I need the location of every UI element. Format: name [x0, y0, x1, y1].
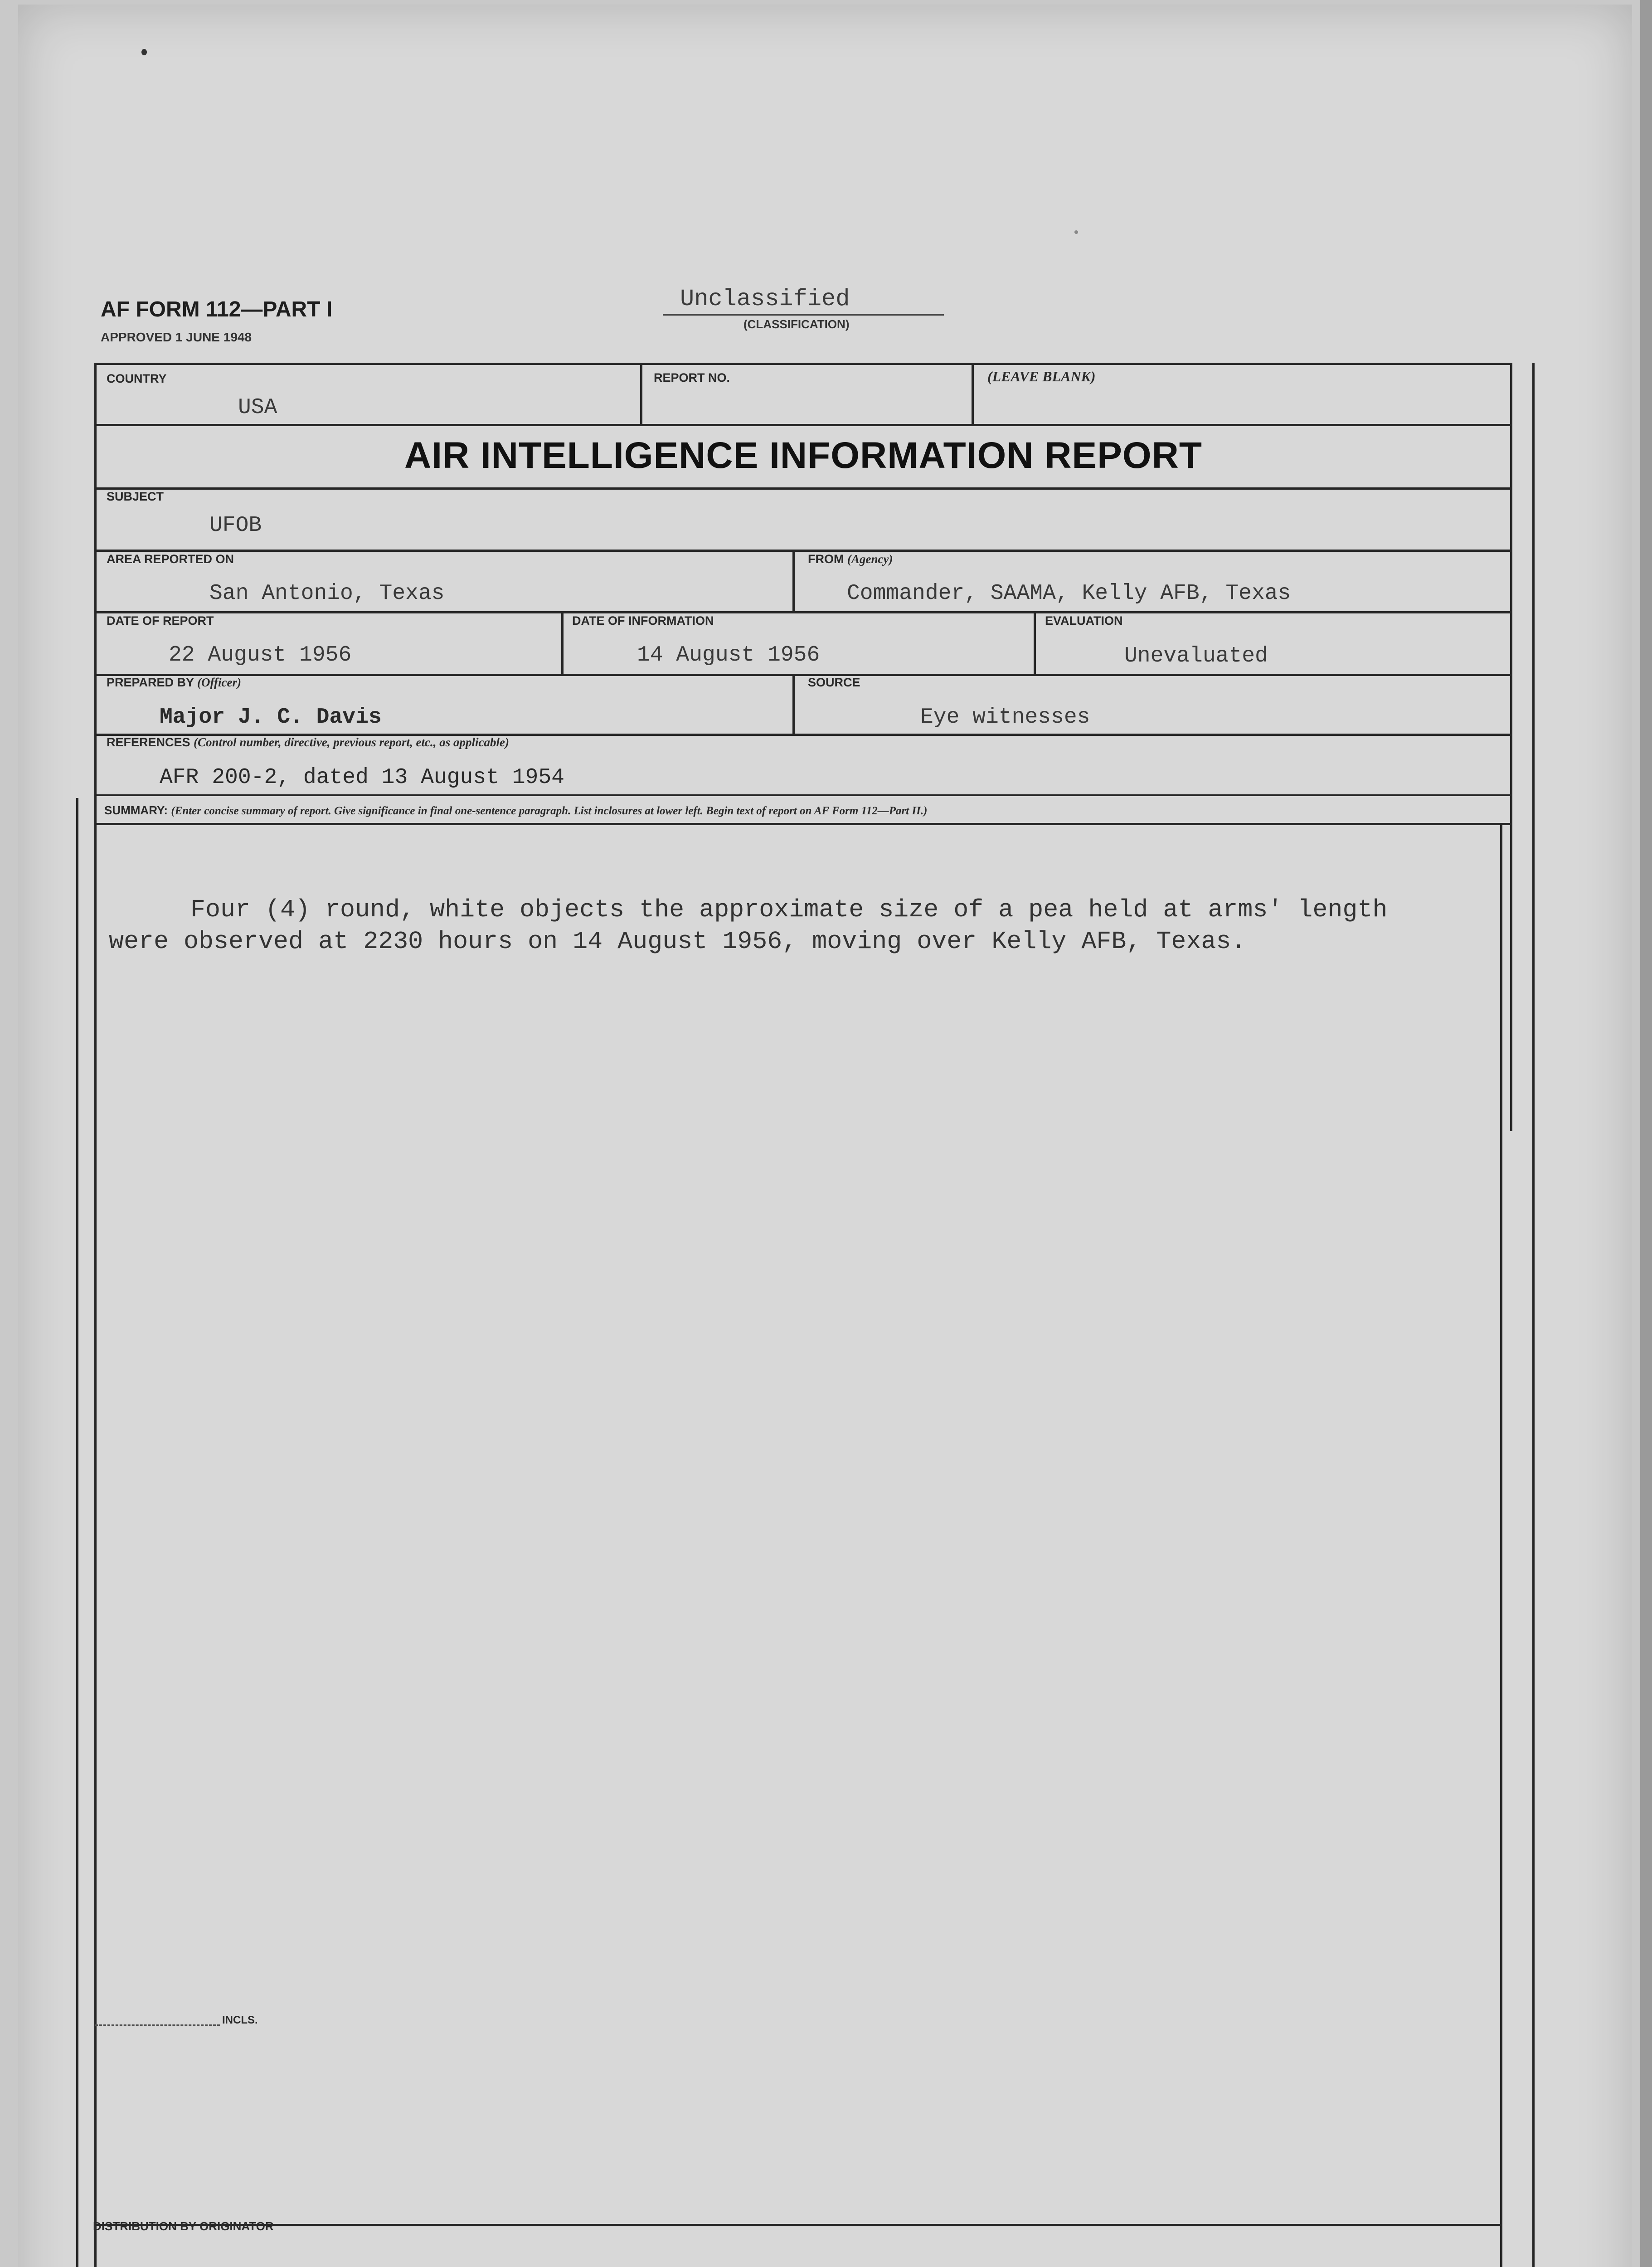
summary-instructions: (Enter concise summary of report. Give significance in final one-sentence paragraph. List inclosures at lower left. Begin text of report on AF Form 112—Part II.): [171, 805, 928, 817]
from-agency-value: Commander, SAAMA, Kelly AFB, Texas: [847, 581, 1291, 606]
row1-divider-2: [972, 363, 974, 425]
date-of-report-label: DATE OF REPORT: [107, 614, 214, 628]
scan-speck: [141, 49, 147, 55]
date-of-information-value: 14 August 1956: [637, 643, 820, 667]
incls-blank-line: [95, 2024, 220, 2026]
area-from-divider: [792, 550, 795, 612]
page-frame-left: [76, 798, 78, 2267]
scan-speck: [1074, 230, 1078, 234]
form-id: AF FORM 112—PART I: [101, 297, 333, 321]
prepared-source-divider: [792, 674, 795, 735]
title-bottom: [94, 487, 1512, 490]
country-value: USA: [238, 395, 277, 420]
subject-bottom: [94, 550, 1512, 552]
from-label: [808, 552, 893, 566]
prepared-by-value: Major J. C. Davis: [160, 705, 382, 730]
summary-label: [104, 803, 927, 817]
prepared-by-label: [107, 676, 241, 690]
area-reported-on-label: AREA REPORTED ON: [107, 552, 234, 566]
form-frame-top: [94, 363, 1512, 365]
subject-label: SUBJECT: [107, 490, 164, 503]
form-frame-summary-bottom: [94, 823, 1512, 825]
country-label: COUNTRY: [107, 372, 167, 385]
summary-label-text: SUMMARY:: [104, 803, 168, 817]
date-of-information-label: DATE OF INFORMATION: [572, 614, 714, 628]
distribution-label: DISTRIBUTION BY ORIGINATOR: [93, 2219, 274, 2233]
report-no-label: REPORT NO.: [654, 371, 730, 384]
incls-label: INCLS.: [222, 2014, 258, 2026]
subject-value: UFOB: [209, 513, 262, 538]
references-bottom: [94, 794, 1512, 796]
header-classification: Unclassified: [680, 286, 850, 312]
date-of-report-value: 22 August 1956: [169, 643, 352, 667]
source-value: Eye witnesses: [920, 705, 1090, 730]
approved-date: APPROVED 1 JUNE 1948: [101, 330, 252, 344]
body-frame-left: [94, 823, 97, 2267]
references-label: [107, 735, 509, 749]
header-classification-label: (CLASSIFICATION): [743, 317, 850, 331]
header-classification-underline: [663, 314, 944, 316]
from-label-suffix: (Agency): [847, 552, 893, 566]
distribution-top: [94, 2224, 1502, 2226]
references-label-text: REFERENCES: [107, 735, 190, 749]
summary-line-1: Four (4) round, white objects the approximate size of a pea held at arms' length: [190, 895, 1388, 924]
area-bottom: [94, 611, 1512, 613]
area-reported-on-value: San Antonio, Texas: [209, 581, 445, 606]
from-label-text: FROM: [808, 552, 844, 566]
references-value: AFR 200-2, dated 13 August 1954: [160, 765, 564, 790]
body-frame-right: [1500, 823, 1502, 2267]
dates-divider-1: [561, 611, 564, 676]
dates-divider-2: [1034, 611, 1036, 676]
page-frame-right: [1532, 363, 1535, 2267]
prepared-by-label-suffix: (Officer): [197, 676, 242, 689]
row1-divider-1: [640, 363, 642, 425]
summary-line-2: were observed at 2230 hours on 14 August 1956, moving over Kelly AFB, Texas.: [109, 927, 1246, 956]
source-label: SOURCE: [808, 676, 860, 689]
prepared-by-label-text: PREPARED BY: [107, 676, 194, 689]
dates-bottom: [94, 674, 1512, 676]
evaluation-value: Unevaluated: [1124, 644, 1268, 668]
evaluation-label: EVALUATION: [1045, 614, 1123, 628]
document-page: [18, 5, 1632, 2267]
leave-blank-label: (LEAVE BLANK): [987, 368, 1096, 384]
report-title: AIR INTELLIGENCE INFORMATION REPORT: [404, 435, 1202, 476]
right-edge-shadow: [1640, 0, 1652, 2267]
references-label-suffix: (Control number, directive, previous report, etc., as applicable): [194, 735, 509, 749]
